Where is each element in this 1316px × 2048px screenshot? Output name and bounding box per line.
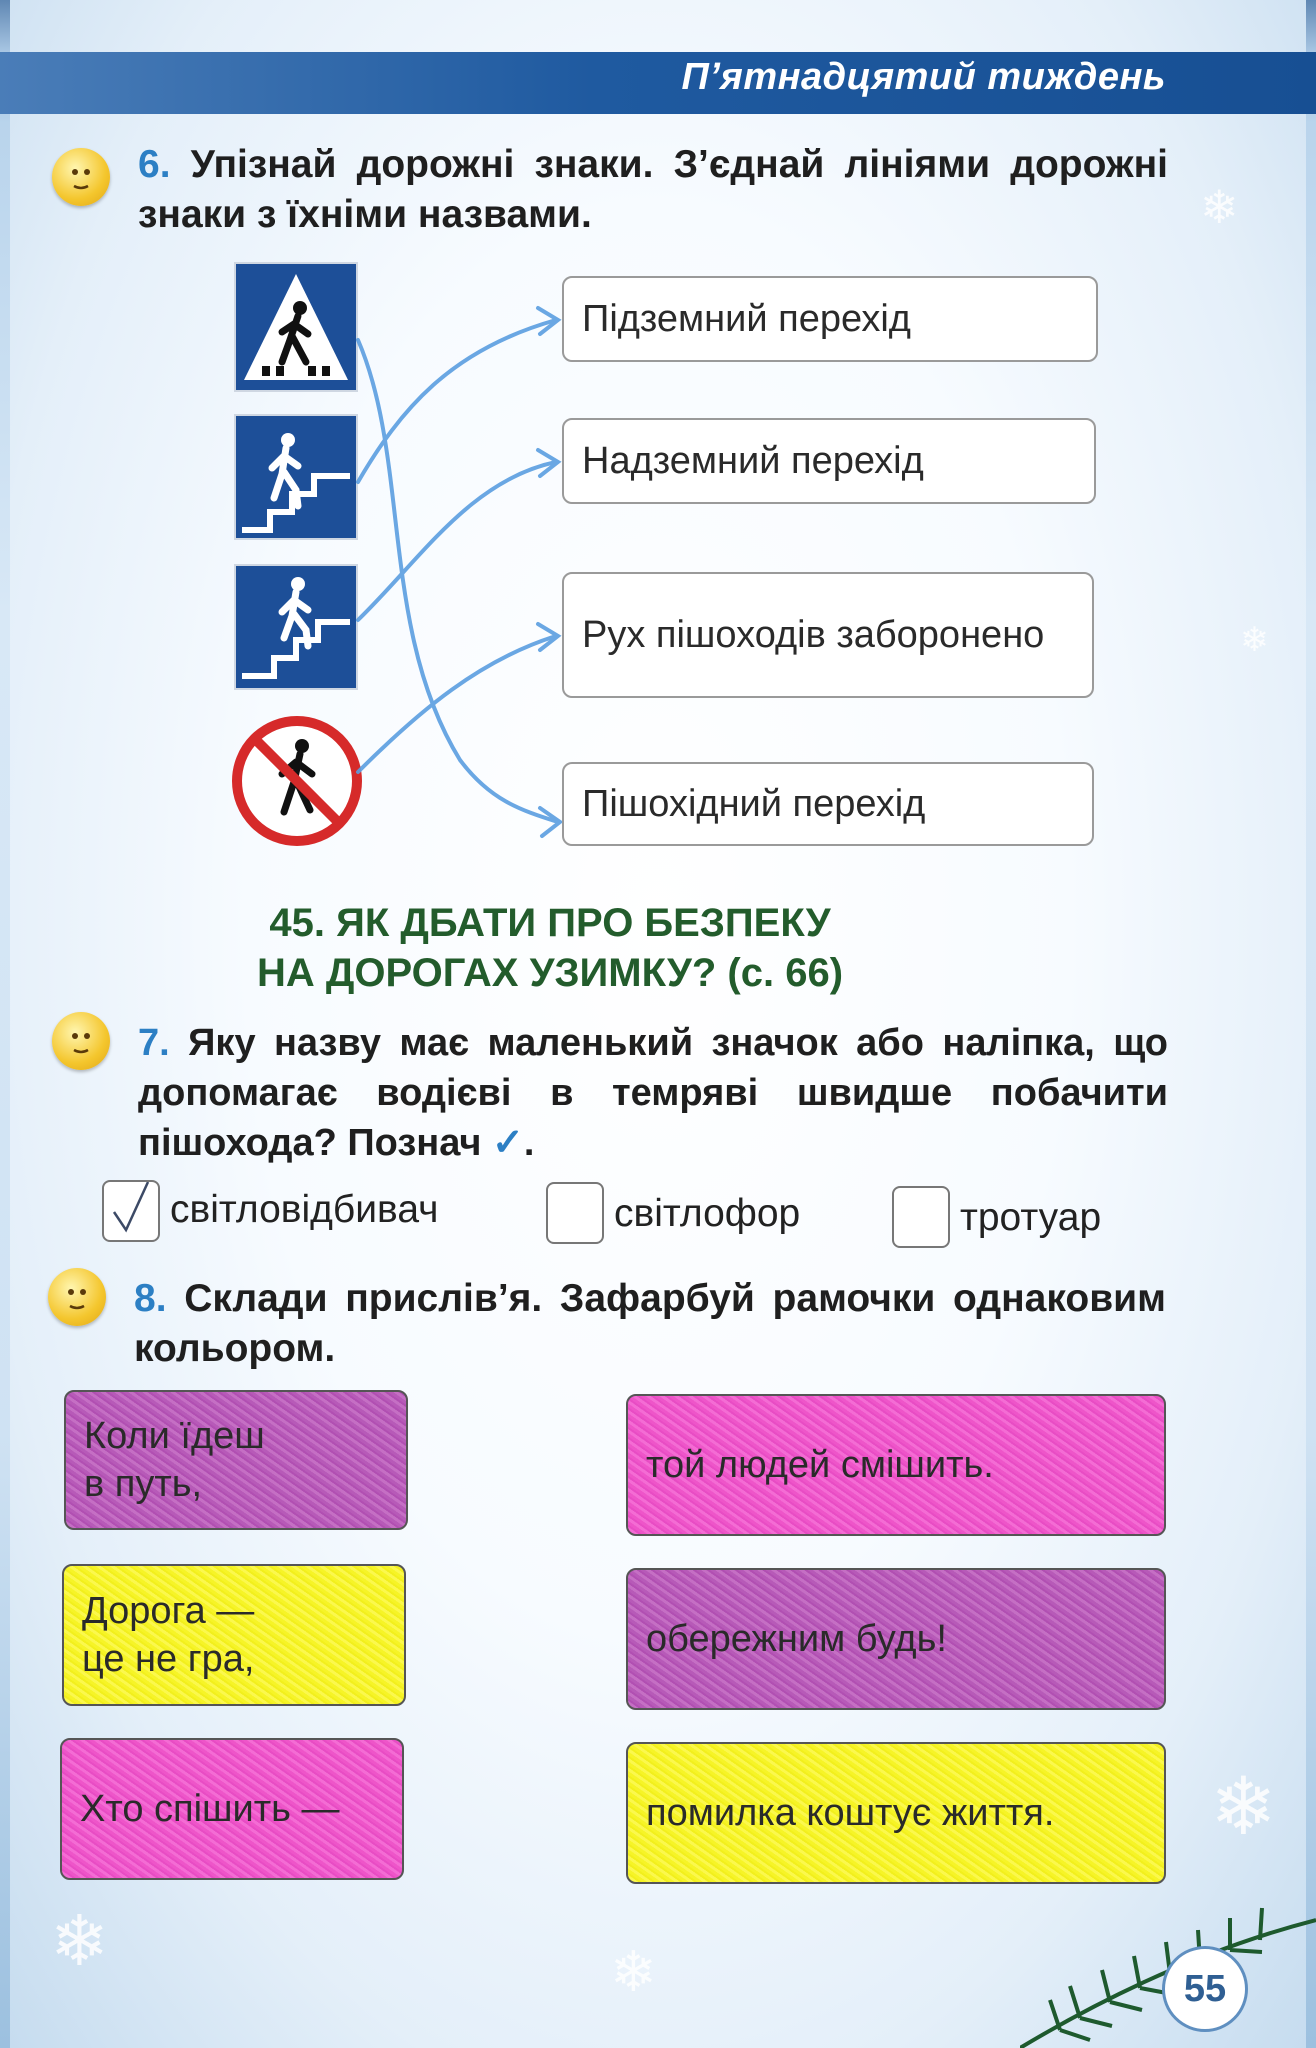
proverb-left-2-line1: Дорога — bbox=[82, 1590, 255, 1632]
option-label-reflector: світловідбивач bbox=[170, 1188, 439, 1231]
section-title-line2: НА ДОРОГАХ УЗИМКУ? (с. 66) bbox=[256, 951, 844, 995]
task6-instruction: Упізнай дорожні знаки. З’єднай лініями дорожні знаки з їхніми назвами. bbox=[138, 143, 1168, 236]
option-label-sidewalk: тротуар bbox=[960, 1196, 1102, 1239]
label-pedestrian-crossing: Пішохідний перехід bbox=[562, 762, 1094, 846]
arrow-head bbox=[540, 808, 560, 836]
proverb-right-2[interactable] bbox=[626, 1568, 1166, 1710]
task6-text bbox=[138, 140, 1168, 240]
option-checkbox-sidewalk[interactable] bbox=[892, 1186, 950, 1248]
week-title: П’ятнадцятий тиждень bbox=[681, 56, 1166, 98]
snowflake-icon: ❄ bbox=[610, 1940, 657, 2005]
option-checkbox-reflector[interactable] bbox=[102, 1180, 160, 1242]
option-label-traffic-light: світлофор bbox=[614, 1192, 801, 1235]
proverb-left-1-line2: в путь, bbox=[84, 1463, 203, 1505]
task8-text bbox=[134, 1274, 1166, 1374]
proverb-right-1-text: той людей смішить. bbox=[646, 1444, 994, 1486]
proverb-left-3[interactable] bbox=[60, 1738, 404, 1880]
proverb-left-1[interactable] bbox=[64, 1390, 408, 1530]
label-underground-crossing: Підземний перехід bbox=[562, 276, 1098, 362]
smiley-icon bbox=[52, 148, 110, 206]
snowflake-icon: ❄ bbox=[50, 1900, 109, 1982]
task7-text bbox=[138, 1018, 1168, 1168]
proverb-right-2-text: обережним будь! bbox=[646, 1618, 947, 1660]
proverb-left-2-line2: це не гра, bbox=[82, 1638, 255, 1680]
task7-question: Яку назву має маленький значок або наліпка, що допомагає водієві в темряві швидше побачити пішохода? Познач bbox=[138, 1022, 1168, 1164]
label-aboveground-crossing: Надземний перехід bbox=[562, 418, 1096, 504]
proverb-right-1[interactable] bbox=[626, 1394, 1166, 1536]
connection-lines bbox=[340, 290, 580, 850]
snowflake-icon: ❄ bbox=[1210, 1760, 1278, 1853]
smiley-icon bbox=[48, 1268, 106, 1326]
proverb-right-3-text: помилка коштує життя. bbox=[646, 1792, 1055, 1834]
proverb-right-3[interactable] bbox=[626, 1742, 1166, 1884]
proverb-left-1-line1: Коли їдеш bbox=[84, 1415, 265, 1457]
line-overpass-to-aboveground bbox=[358, 462, 556, 620]
option-checkbox-traffic-light[interactable] bbox=[546, 1182, 604, 1244]
task8-number: 8. bbox=[134, 1277, 167, 1320]
section-title-line1: 45. ЯК ДБАТИ ПРО БЕЗПЕКУ bbox=[269, 901, 831, 945]
proverb-left-2[interactable] bbox=[62, 1564, 406, 1706]
smiley-icon bbox=[52, 1012, 110, 1070]
page-number: 55 bbox=[1162, 1946, 1248, 2032]
task7-number: 7. bbox=[138, 1022, 170, 1064]
task8-instruction: Склади прислів’я. Зафарбуй рамочки однаковим кольором. bbox=[134, 1277, 1166, 1370]
line-crossing-to-pedestrian bbox=[358, 340, 558, 822]
task7-period: . bbox=[523, 1122, 535, 1164]
proverb-left-3-line1: Хто спішить — bbox=[80, 1788, 340, 1830]
check-mark-icon: ✓ bbox=[492, 1122, 524, 1164]
handwritten-check-icon bbox=[104, 1182, 158, 1240]
task6-number: 6. bbox=[138, 143, 171, 186]
snowflake-icon: ❄ bbox=[1240, 620, 1269, 660]
snowflake-icon: ❄ bbox=[1200, 180, 1239, 234]
label-pedestrians-forbidden: Рух пішоходів заборонено bbox=[562, 572, 1094, 698]
